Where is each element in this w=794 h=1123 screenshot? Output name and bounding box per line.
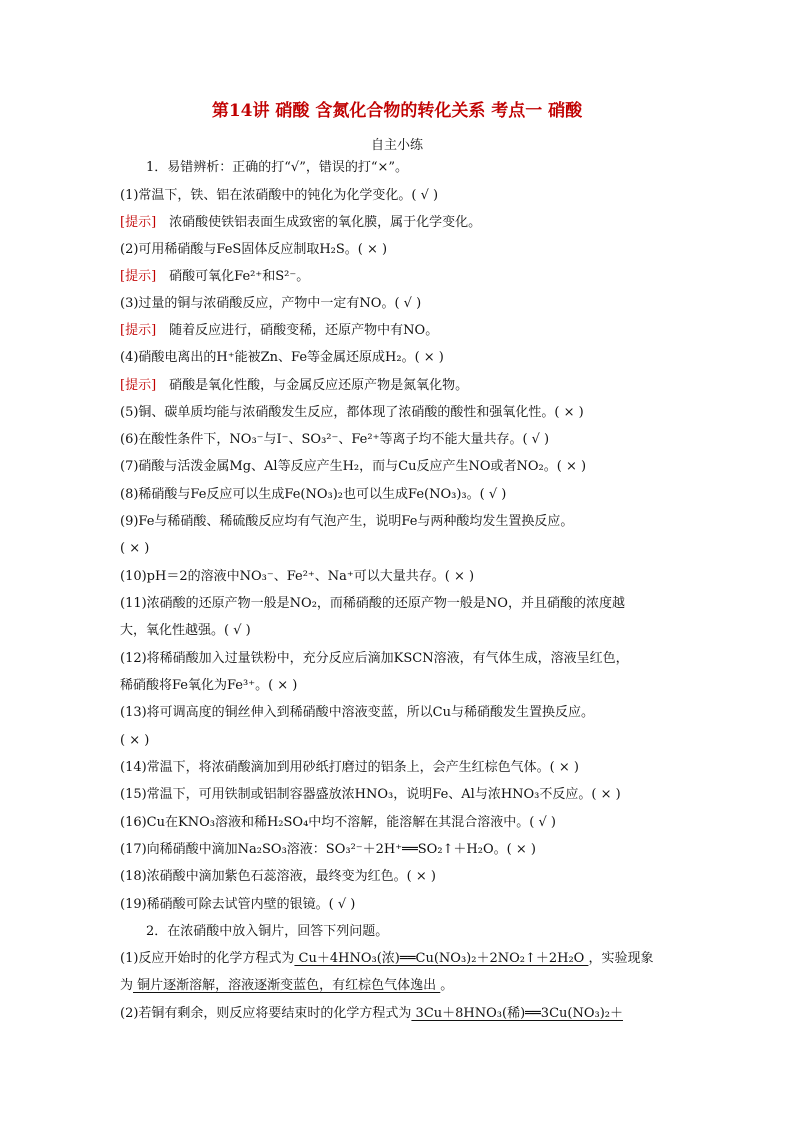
hint-text: 硝酸是氧化性酸，与金属反应还原产物是氮氧化物。 xyxy=(169,378,469,393)
item-19: (19)稀硝酸可除去试管内壁的银镜。( √ ) xyxy=(120,897,356,912)
hint-text: 随着反应进行，硝酸变稀，还原产物中有NO。 xyxy=(169,323,439,338)
hint-1 xyxy=(120,213,680,233)
item-13-answer: ( × ) xyxy=(120,733,150,748)
section-subtitle: 自主小练 xyxy=(370,138,423,153)
question-2-intro: 2．在浓硝酸中放入铜片，回答下列问题。 xyxy=(146,924,389,939)
item-12: (12)将稀硝酸加入过量铁粉中，充分反应后滴加KSCN溶液，有气体生成，溶液呈红色， xyxy=(120,651,629,666)
q2-p1-text-b: ，实验现象 xyxy=(588,951,654,966)
item-17: (17)向稀硝酸中滴加Na₂SO₃溶液：SO₃²⁻＋2H⁺══SO₂↑＋H₂O。( × ) xyxy=(120,842,536,857)
item-9-answer: ( × ) xyxy=(120,541,150,556)
page-title: 第14讲 硝酸 含氮化合物的转化关系 考点一 硝酸 xyxy=(211,101,583,121)
item-18: (18)浓硝酸中滴加紫色石蕊溶液，最终变为红色。( × ) xyxy=(120,869,436,884)
item-13: (13)将可调高度的铜丝伸入到稀硝酸中溶液变蓝，所以Cu与稀硝酸发生置换反应。 xyxy=(120,705,595,720)
item-10: (10)pH＝2的溶液中NO₃⁻、Fe²⁺、Na⁺可以大量共存。( × ) xyxy=(120,569,475,584)
q2-p1-answer: Cu＋4HNO₃(浓)══Cu(NO₃)₂＋2NO₂↑＋2H₂O xyxy=(294,951,589,966)
q2-p2-text: (2)若铜有剩余，则反应将要结束时的化学方程式为 xyxy=(120,1006,412,1021)
item-11: (11)浓硝酸的还原产物一般是NO₂，而稀硝酸的还原产物一般是NO，并且硝酸的浓度越 xyxy=(120,596,625,611)
hint-text: 浓硝酸使铁铝表面生成致密的氧化膜，属于化学变化。 xyxy=(169,215,482,230)
item-8: (8)稀硝酸与Fe反应可以生成Fe(NO₃)₂也可以生成Fe(NO₃)₃。( √ ) xyxy=(120,487,507,502)
item-11-continued: 大，氧化性越强。( √ ) xyxy=(120,623,251,638)
hint-label: [提示] xyxy=(120,323,157,338)
q2-part-1 xyxy=(120,949,680,969)
item-6: (6)在酸性条件下，NO₃⁻与I⁻、SO₃²⁻、Fe²⁺等离子均不能大量共存。( √ ) xyxy=(120,432,550,447)
item-16: (16)Cu在KNO₃溶液和稀H₂SO₄中均不溶解，能溶解在其混合溶液中。( √ ) xyxy=(120,815,556,830)
item-4: (4)硝酸电离出的H⁺能被Zn、Fe等金属还原成H₂。( × ) xyxy=(120,350,444,365)
q2-part-2 xyxy=(120,1004,680,1024)
q2-part-1-continued xyxy=(120,976,680,996)
item-3: (3)过量的铜与浓硝酸反应，产物中一定有NO。( √ ) xyxy=(120,296,422,311)
q2-p1-text: (1)反应开始时的化学方程式为 xyxy=(120,951,295,966)
hint-3 xyxy=(120,321,680,341)
hint-2 xyxy=(120,267,680,287)
hint-4 xyxy=(120,376,680,396)
q2-p1-text-c: 为 xyxy=(120,978,134,993)
item-2: (2)可用稀硝酸与FeS固体反应制取H₂S。( × ) xyxy=(120,242,388,257)
q2-p1-answer-2: 铜片逐渐溶解，溶液逐渐变蓝色，有红棕色气体逸出 xyxy=(133,978,441,993)
item-1: (1)常温下，铁、铝在浓硝酸中的钝化为化学变化。( √ ) xyxy=(120,188,439,203)
item-15: (15)常温下，可用铁制或铝制容器盛放浓HNO₃，说明Fe、Al与浓HNO₃不反应。( × ) xyxy=(120,787,621,802)
q2-p1-text-d: 。 xyxy=(440,978,454,993)
hint-label: [提示] xyxy=(120,378,157,393)
item-9: (9)Fe与稀硝酸、稀硫酸反应均有气泡产生，说明Fe与两种酸均发生置换反应。 xyxy=(120,514,574,529)
item-7: (7)硝酸与活泼金属Mg、Al等反应产生H₂，而与Cu反应产生NO或者NO₂。( × ) xyxy=(120,459,587,474)
hint-text: 硝酸可氧化Fe²⁺和S²⁻。 xyxy=(169,269,310,284)
question-1-intro: 1．易错辨析：正确的打“√”，错误的打“×”。 xyxy=(146,160,409,175)
hint-label: [提示] xyxy=(120,215,157,230)
item-14: (14)常温下，将浓硝酸滴加到用砂纸打磨过的铝条上，会产生红棕色气体。( × ) xyxy=(120,760,579,775)
item-5: (5)铜、碳单质均能与浓硝酸发生反应，都体现了浓硝酸的酸性和强氧化性。( × ) xyxy=(120,405,584,420)
item-12-continued: 稀硝酸将Fe氧化为Fe³⁺。( × ) xyxy=(120,678,298,693)
hint-label: [提示] xyxy=(120,269,157,284)
q2-p2-answer: 3Cu＋8HNO₃(稀)══3Cu(NO₃)₂＋ xyxy=(411,1006,623,1021)
